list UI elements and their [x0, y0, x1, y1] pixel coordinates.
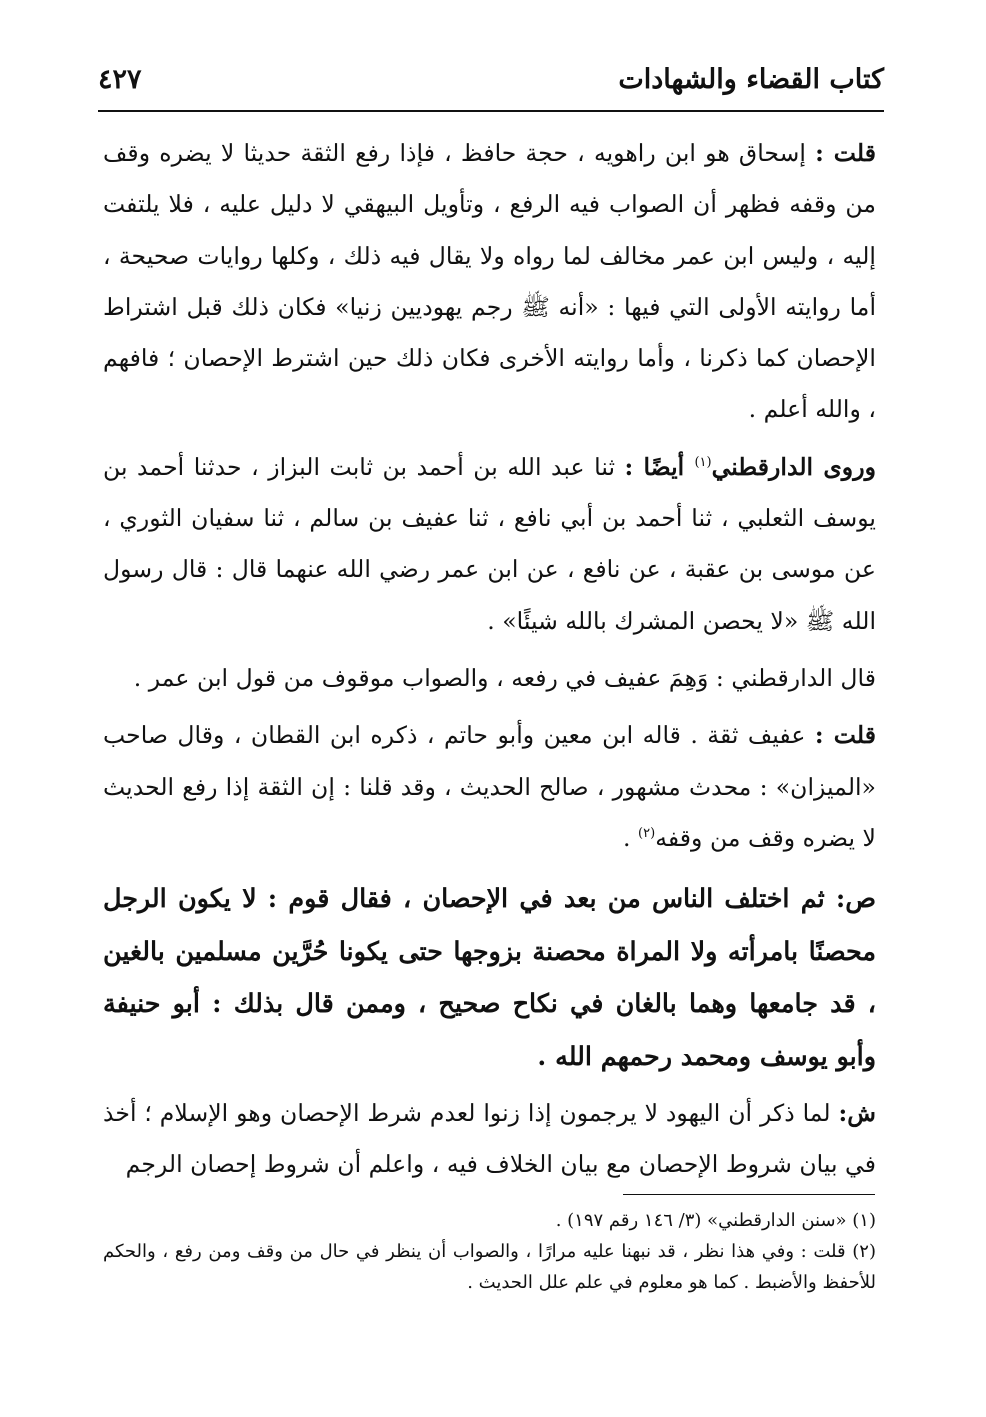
- paragraph-text: ص: ثم اختلف الناس من بعد في الإحصان ، فقال قوم : لا يكون الرجل محصنًا بامرأته ولا المراة محصنة بزوجها حتى يكونا حُرَّين مسلمين بالغين ، قد جامعها وهما بالغان في نكاح صحيح ، وممن قال بذلك : أبو حنيفة وأبو يوسف ومحمد رحمهم الله .: [103, 883, 876, 1071]
- paragraph-1: [103, 128, 876, 436]
- footnote-ref-2[interactable]: (٢): [638, 826, 656, 841]
- main-text: [103, 128, 876, 1197]
- paragraph-lead: قلت :: [815, 139, 876, 167]
- paragraph-text: إسحاق هو ابن راهويه ، حجة حافظ ، فإذا رفع الثقة حديثا لا يضره وقف من وقفه فظهر أن الصواب فيه الرفع ، وتأويل البيهقي لا دليل عليه ، فلا يلتفت إليه ، وليس ابن عمر مخالف لما رواه ولا يقال فيه ذلك ، وكلها روايات صحيحة ، أما روايته الأولى التي فيها : «أنه ﷺ رجم يهوديين زنيا» فكان ذلك قبل اشتراط الإحصان كما ذكرنا ، وأما روايته الأخرى فكان ذلك حين اشترط الإحصان ؛ فافهم ، والله أعلم .: [103, 139, 876, 424]
- page-number: ٤٢٧: [98, 64, 142, 95]
- paragraph-text: ثنا عبد الله بن أحمد بن ثابت البزاز ، حدثنا أحمد بن يوسف الثعلبي ، ثنا أحمد بن أبي نافع ، ثنا عفيف بن سالم ، ثنا سفيان الثوري ، عن موسى بن عقبة ، عن نافع ، عن ابن عمر رضي الله عنهما قال : قال رسول الله ﷺ «لا يحصن المشرك بالله شيئًا» .: [103, 452, 876, 635]
- matn-paragraph: [103, 872, 876, 1082]
- paragraph-lead: وروى الدارقطني: [711, 452, 876, 481]
- footnote-ref-1[interactable]: (١): [694, 454, 712, 470]
- header-divider: [98, 110, 884, 112]
- paragraph-3: [103, 653, 876, 704]
- footnote-divider: [623, 1194, 875, 1195]
- footnote-2: (٢) قلت : وفي هذا نظر ، قد نبهنا عليه مرارًا ، والصواب أن ينظر في حال من وقف ومن رفع ، والحكم للأحفظ والأضبط . كما هو معلوم في علم علل الحديث .: [103, 1241, 876, 1293]
- book-title: كتاب القضاء والشهادات: [618, 64, 884, 95]
- paragraph-6: [103, 1088, 876, 1191]
- paragraph-4: [103, 710, 876, 864]
- footnote-1: (١) «سنن الدارقطني» (٣/ ١٤٦ رقم ١٩٧) .: [555, 1210, 876, 1231]
- page-header: [98, 58, 884, 106]
- footnotes: [103, 1205, 876, 1298]
- paragraph-lead: قلت :: [814, 721, 876, 750]
- paragraph-text: قال الدارقطني : وَهِمَ عفيف في رفعه ، والصواب موقوف من قول ابن عمر .: [133, 663, 876, 692]
- paragraph-end: .: [623, 823, 639, 852]
- paragraph-text: لما ذكر أن اليهود لا يرجمون إذا زنوا لعدم شرط الإحصان وهو الإسلام ؛ أخذ في بيان شروط الإحصان مع بيان الخلاف فيه ، واعلم أن شروط إحصان الرجم: [103, 1099, 876, 1179]
- paragraph-lead: ش:: [838, 1099, 876, 1128]
- paragraph-lead-2: أيضًا :: [624, 452, 695, 481]
- paragraph-2: [103, 442, 876, 647]
- paragraph-text: عفيف ثقة . قاله ابن معين وأبو حاتم ، ذكره ابن القطان ، وقال صاحب «الميزان» : محدث مشهور ، صالح الحديث ، وقد قلنا : إن الثقة إذا رفع الحديث لا يضره وقف من وقفه: [103, 721, 876, 852]
